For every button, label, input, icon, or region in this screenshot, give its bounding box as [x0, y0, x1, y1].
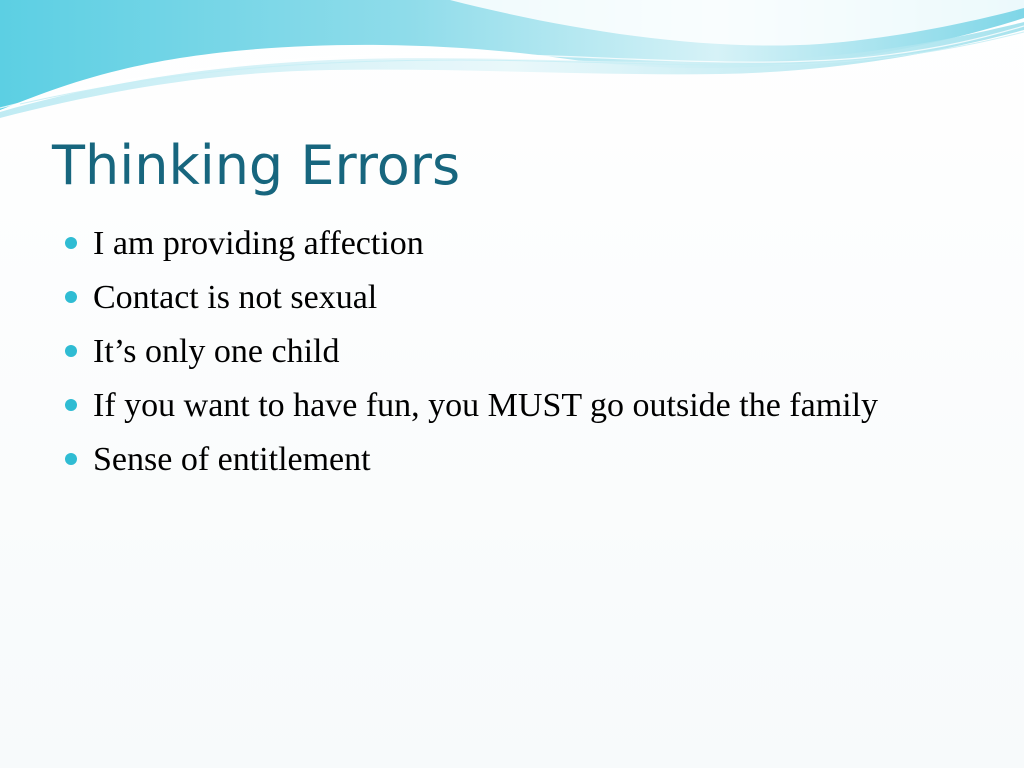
bullet-text: I am providing affection: [93, 225, 424, 262]
slide-title: Thinking Errors: [52, 134, 461, 197]
bullet-item: [64, 330, 944, 374]
bullet-icon: [65, 237, 77, 249]
bullet-icon: [65, 453, 77, 465]
bullet-icon: [65, 291, 77, 303]
bullet-item: [64, 438, 944, 482]
bullet-text: If you want to have fun, you MUST go outside the family: [93, 387, 879, 424]
bullet-icon: [65, 345, 77, 357]
bullet-icon: [65, 399, 77, 411]
bullet-item: [64, 222, 944, 266]
bullet-item: [64, 384, 944, 428]
bullet-list: [64, 222, 944, 492]
wave-header-decoration: [0, 0, 1024, 120]
bullet-text: Sense of entitlement: [93, 441, 371, 478]
bullet-text: Contact is not sexual: [93, 279, 378, 316]
bullet-text: It’s only one child: [93, 333, 340, 370]
bullet-item: [64, 276, 944, 320]
